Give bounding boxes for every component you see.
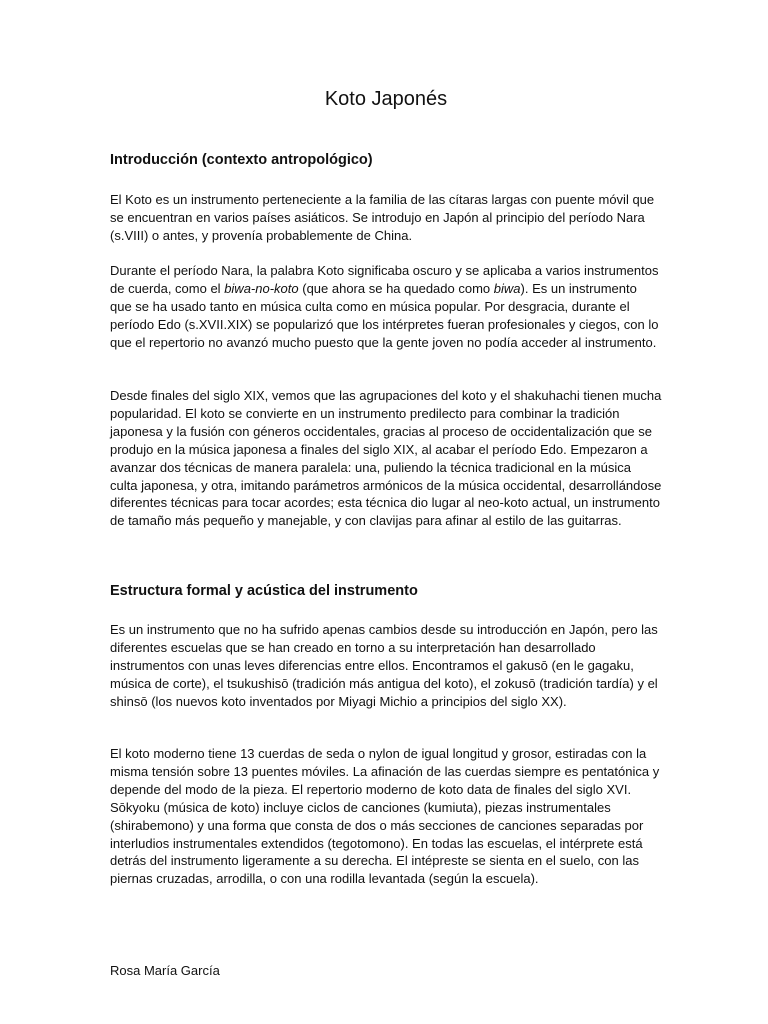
- paragraph-text: (que ahora se ha quedado como: [298, 280, 494, 296]
- paragraph: [110, 387, 662, 530]
- paragraph-text: Es un instrumento que no ha sufrido apenas cambios desde su introducción en Japón, pero las diferentes escuelas que se han creado en torno a su interpretación han desarrollado instrumentos con unas leves diferencias entre ellos. Encontramos el gakusō (en le gagaku, música de corte), el tsukushisō (tradición más antigua del koto), el zokusō (tradición tardía) y el shinsō (los nuevos koto inventados por Miyagi Michio a principios del siglo XX).: [110, 622, 658, 709]
- paragraph: [110, 262, 662, 352]
- paragraph-text: El Koto es un instrumento perteneciente a la familia de las cítaras largas con puente móvil que se encuentran en varios países asiáticos. Se introdujo en Japón al principio del período Nara (s.VIII) o antes, y provenía probablemente de China.: [110, 192, 655, 243]
- section-heading-estructura: Estructura formal y acústica del instrumento: [110, 583, 418, 599]
- paragraph: [110, 621, 662, 711]
- paragraph-text: Durante el período Nara, la palabra Koto significaba oscuro y se aplicaba a varios instrumentos de cuerda, como el: [110, 263, 659, 296]
- paragraph: [110, 745, 662, 888]
- document-title: Koto Japonés: [324, 88, 448, 110]
- section-heading-introduccion: Introducción (contexto antropológico): [110, 152, 373, 168]
- italic-term: biwa: [493, 280, 521, 296]
- author-name: Rosa María García: [110, 963, 220, 978]
- paragraph-text: ). Es un instrumento que se ha usado tanto en música culta como en música popular. Por desgracia, durante el período Edo (s.XVII.XIX) se popularizó que los intérpretes fueran profesionales y ciegos, con lo que el repertorio no avanzó mucho puesto que la gente joven no podía acceder al instrumento.: [110, 280, 659, 350]
- paragraph: [110, 191, 662, 245]
- paragraph-text: El koto moderno tiene 13 cuerdas de seda o nylon de igual longitud y grosor, estiradas con la misma tensión sobre 13 puentes móviles. La afinación de las cuerdas siempre es pentatónica y depende del modo de la pieza. El repertorio moderno de koto data de finales del siglo XVI. Sōkyoku (música de koto) incluye ciclos de canciones (kumiuta), piezas instrumentales (shirabemono) y una forma que consta de dos o más secciones de canciones separadas por interludios instrumentales extendidos (tegotomono). En todas las escuelas, el intérprete está detrás del instrumento ligeramente a su derecha. El intépreste se sienta en el suelo, con las piernas cruzadas, arrodilla, o con una rodilla levantada (según la escuela).: [110, 746, 660, 887]
- italic-term: biwa-no-koto: [224, 280, 299, 296]
- paragraph-text: Desde finales del siglo XIX, vemos que las agrupaciones del koto y el shakuhachi tienen mucha popularidad. El koto se convierte en un instrumento predilecto para combinar la tradición japonesa y la fusión con géneros occidentales, gracias al proceso de occidentalización que se produjo en la música japonesa a finales del siglo XIX, al acabar el período Edo. Empezaron a avanzar dos técnicas de manera paralela: una, puliendo la técnica tradicional en la música culta japonesa, y otra, imitando parámetros armónicos de la música occidental, desarrollándose diferentes técnicas para tocar acordes; esta técnica dio lugar al neo-koto actual, un instrumento de tamaño más pequeño y manejable, y con clavijas para afinar al estilo de las guitarras.: [110, 388, 662, 529]
